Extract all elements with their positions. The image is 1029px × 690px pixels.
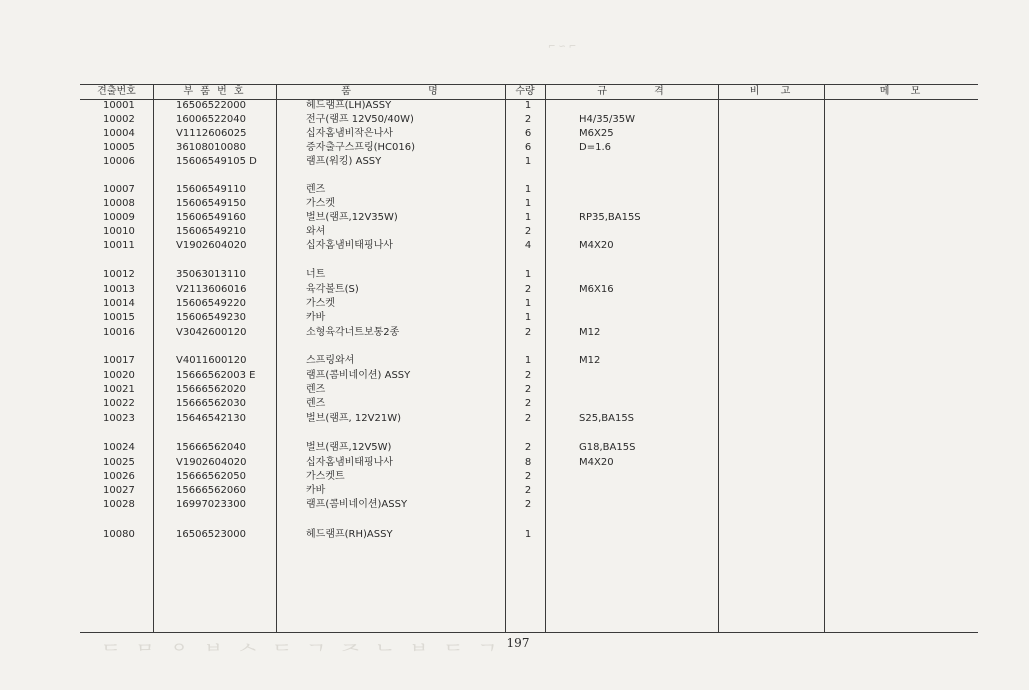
- part-number: 16006522040: [176, 114, 246, 125]
- quantity: 1: [524, 198, 532, 209]
- table-row: [0, 397, 1029, 411]
- item-number: 10024: [103, 442, 135, 453]
- quantity: 1: [524, 298, 532, 309]
- item-number: 10011: [103, 240, 135, 251]
- part-name: 벌브(램프,12V35W): [306, 212, 398, 223]
- part-name: 증자출구스프링(HC016): [306, 142, 416, 153]
- item-number: 10002: [103, 114, 135, 125]
- part-number: 35063013110: [176, 269, 246, 280]
- part-number: 36108010080: [176, 142, 246, 153]
- quantity: 2: [524, 370, 532, 381]
- header-spec: 규 격: [597, 86, 666, 97]
- quantity: 1: [524, 529, 532, 540]
- part-number: 16506523000: [176, 529, 246, 540]
- part-name: 가스켓: [306, 298, 335, 309]
- quantity: 1: [524, 212, 532, 223]
- part-number: V2113606016: [176, 284, 247, 295]
- header-no: 견출번호: [97, 86, 136, 97]
- specification: M6X16: [579, 284, 614, 295]
- item-number: 10021: [103, 384, 135, 395]
- table-row: [0, 412, 1029, 426]
- part-number: 15606549105 D: [176, 156, 257, 167]
- quantity: 1: [524, 312, 532, 323]
- specification: S25,BA15S: [579, 413, 635, 424]
- table-row: [0, 470, 1029, 484]
- item-number: 10001: [103, 100, 135, 111]
- part-name: 너트: [306, 269, 326, 280]
- header-remarks: 비 고: [749, 86, 793, 97]
- bleed-through-mark: ⌐ ∽ ⌐: [548, 42, 577, 52]
- table-row: [0, 268, 1029, 282]
- part-name: 램프(워킹) ASSY: [306, 156, 382, 167]
- header-part-no: 부 품 번 호: [183, 86, 246, 97]
- item-number: 10028: [103, 499, 135, 510]
- part-name: 십자홈냄비태핑나사: [306, 457, 393, 468]
- table-row: [0, 211, 1029, 225]
- part-number: 15606549220: [176, 298, 246, 309]
- item-number: 10023: [103, 413, 135, 424]
- item-number: 10008: [103, 198, 135, 209]
- item-number: 10080: [103, 529, 135, 540]
- part-number: 15666562060: [176, 485, 246, 496]
- part-name: 십자홈냄비작은나사: [306, 128, 393, 139]
- table-row: [0, 498, 1029, 512]
- part-number: 15666562030: [176, 398, 246, 409]
- part-number: 15666562003 E: [176, 370, 256, 381]
- part-number: 15606549230: [176, 312, 246, 323]
- table-row: [0, 113, 1029, 127]
- table-row: [0, 239, 1029, 253]
- part-number: 15606549110: [176, 184, 246, 195]
- quantity: 4: [524, 240, 532, 251]
- item-number: 10013: [103, 284, 135, 295]
- table-row: [0, 354, 1029, 368]
- item-number: 10005: [103, 142, 135, 153]
- part-name: 헤드램프(RH)ASSY: [306, 529, 393, 540]
- item-number: 10015: [103, 312, 135, 323]
- item-number: 10017: [103, 355, 135, 366]
- item-number: 10012: [103, 269, 135, 280]
- item-number: 10026: [103, 471, 135, 482]
- part-name: 렌즈: [306, 398, 326, 409]
- item-number: 10004: [103, 128, 135, 139]
- quantity: 8: [524, 457, 532, 468]
- item-number: 10007: [103, 184, 135, 195]
- quantity: 2: [524, 114, 532, 125]
- part-number: 16997023300: [176, 499, 246, 510]
- part-number: 15646542130: [176, 413, 246, 424]
- part-number: V3042600120: [176, 327, 247, 338]
- part-number: V4011600120: [176, 355, 247, 366]
- part-name: 가스켓트: [306, 471, 345, 482]
- specification: RP35,BA15S: [579, 212, 641, 223]
- item-number: 10014: [103, 298, 135, 309]
- part-name: 육각볼트(S): [306, 284, 359, 295]
- quantity: 2: [524, 485, 532, 496]
- table-row: [0, 127, 1029, 141]
- part-name: 램프(콤비네이션) ASSY: [306, 370, 411, 381]
- quantity: 1: [524, 355, 532, 366]
- bleed-through-text: ᄃ ᄆ ᄋ ᄇ ᄉ ᄃ ᄀ ᄌ ᄂ ᄇ ᄃ ᄀ: [100, 643, 501, 668]
- item-number: 10027: [103, 485, 135, 496]
- item-number: 10006: [103, 156, 135, 167]
- table-row: [0, 225, 1029, 239]
- quantity: 2: [524, 327, 532, 338]
- part-name: 헤드램프(LH)ASSY: [306, 100, 392, 111]
- specification: M6X25: [579, 128, 614, 139]
- part-number: 15606549150: [176, 198, 246, 209]
- item-number: 10025: [103, 457, 135, 468]
- specification: G18,BA15S: [579, 442, 636, 453]
- page-number: 197: [506, 636, 530, 650]
- header-name: 품 명: [341, 86, 440, 97]
- part-number: 15606549160: [176, 212, 246, 223]
- part-number: 16506522000: [176, 100, 246, 111]
- item-number: 10020: [103, 370, 135, 381]
- quantity: 2: [524, 442, 532, 453]
- item-number: 10016: [103, 327, 135, 338]
- quantity: 1: [524, 100, 532, 111]
- specification: M12: [579, 327, 601, 338]
- table-row: [0, 369, 1029, 383]
- quantity: 2: [524, 499, 532, 510]
- table-row: [0, 283, 1029, 297]
- part-name: 램프(콤비네이션)ASSY: [306, 499, 408, 510]
- part-name: 소형육각너트보통2종: [306, 327, 400, 338]
- table-row: [0, 383, 1029, 397]
- quantity: 2: [524, 226, 532, 237]
- quantity: 6: [524, 142, 532, 153]
- part-name: 카바: [306, 485, 326, 496]
- part-name: 렌즈: [306, 184, 326, 195]
- quantity: 1: [524, 156, 532, 167]
- part-number: 15606549210: [176, 226, 246, 237]
- table-row: [0, 528, 1029, 542]
- quantity: 1: [524, 269, 532, 280]
- table-row: [0, 326, 1029, 340]
- table-row: [0, 484, 1029, 498]
- part-number: V1902604020: [176, 240, 247, 251]
- part-number: V1902604020: [176, 457, 247, 468]
- quantity: 2: [524, 384, 532, 395]
- specification: M12: [579, 355, 601, 366]
- part-name: 십자홈냄비태핑나사: [306, 240, 393, 251]
- table-row: [0, 297, 1029, 311]
- table-row: [0, 99, 1029, 113]
- part-number: V1112606025: [176, 128, 247, 139]
- part-name: 렌즈: [306, 384, 326, 395]
- part-name: 스프링와셔: [306, 355, 355, 366]
- part-name: 와셔: [306, 226, 326, 237]
- quantity: 2: [524, 398, 532, 409]
- item-number: 10022: [103, 398, 135, 409]
- specification: M4X20: [579, 457, 614, 468]
- specification: H4/35/35W: [579, 114, 635, 125]
- part-number: 15666562050: [176, 471, 246, 482]
- quantity: 6: [524, 128, 532, 139]
- quantity: 1: [524, 184, 532, 195]
- specification: M4X20: [579, 240, 614, 251]
- table-row: [0, 311, 1029, 325]
- part-number: 15666562040: [176, 442, 246, 453]
- part-name: 벌브(램프, 12V21W): [306, 413, 401, 424]
- header-qty: 수량: [515, 86, 535, 97]
- part-name: 벌브(램프,12V5W): [306, 442, 392, 453]
- quantity: 2: [524, 284, 532, 295]
- item-number: 10010: [103, 226, 135, 237]
- table-bottom-rule: [80, 632, 978, 633]
- table-row: [0, 197, 1029, 211]
- table-row: [0, 183, 1029, 197]
- specification: D=1.6: [579, 142, 611, 153]
- table-row: [0, 155, 1029, 169]
- quantity: 2: [524, 413, 532, 424]
- part-name: 가스켓: [306, 198, 335, 209]
- part-name: 전구(램프 12V50/40W): [306, 114, 414, 125]
- item-number: 10009: [103, 212, 135, 223]
- quantity: 2: [524, 471, 532, 482]
- table-row: [0, 441, 1029, 455]
- header-memo: 메 모: [879, 86, 923, 97]
- part-name: 카바: [306, 312, 326, 323]
- table-row: [0, 141, 1029, 155]
- table-row: [0, 456, 1029, 470]
- part-number: 15666562020: [176, 384, 246, 395]
